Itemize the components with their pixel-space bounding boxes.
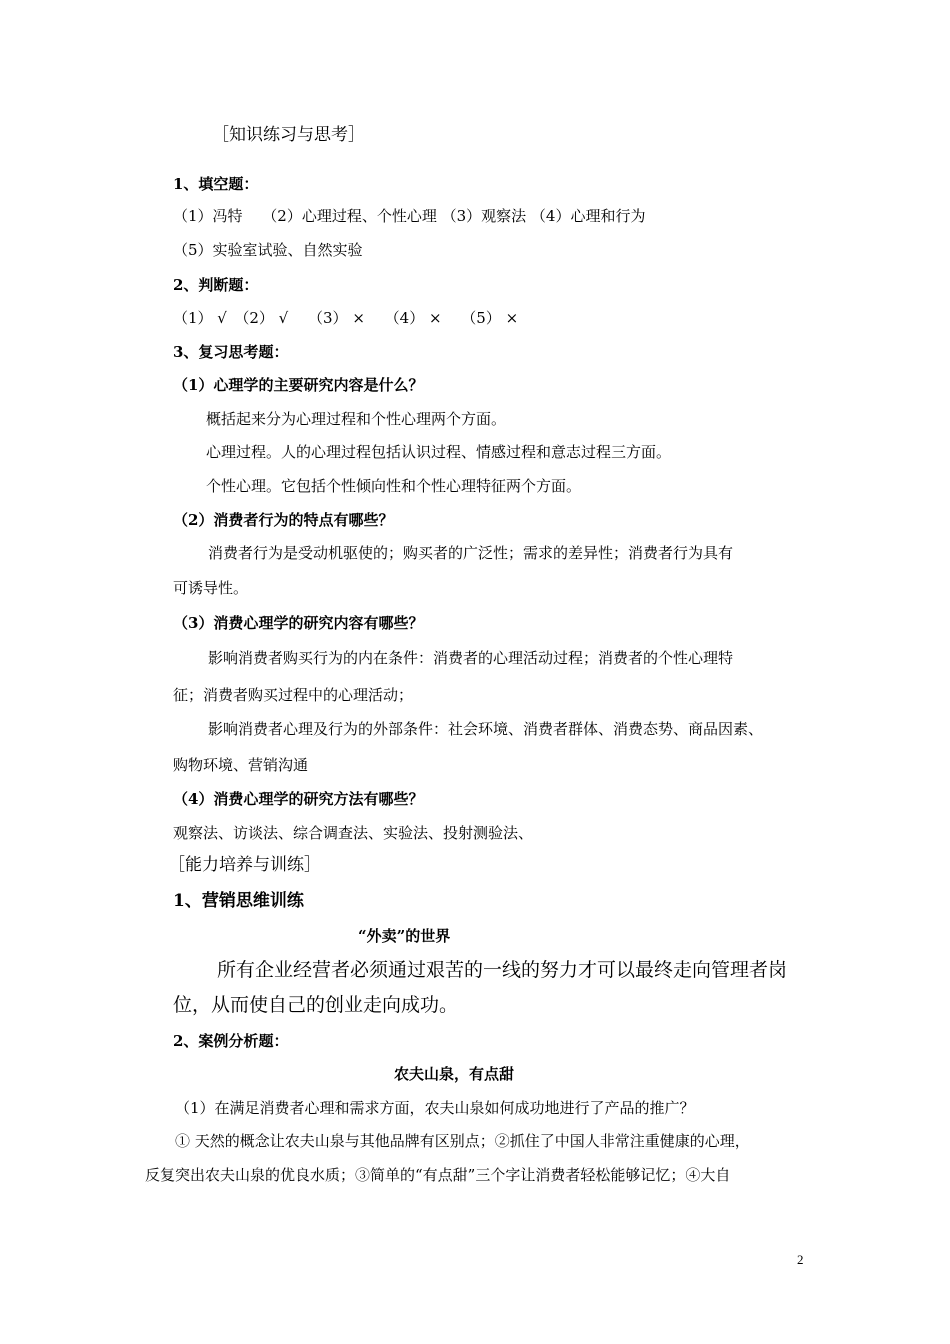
section-heading-ability: ［能力培养与训练］ bbox=[168, 855, 321, 875]
q3-sub1-title: （1）心理学的主要研究内容是什么？ bbox=[173, 376, 424, 394]
q3-sub1-paragraph-1: 概括起来分为心理过程和个性心理两个方面。 bbox=[206, 410, 507, 428]
q3-sub3-paragraph-2-line-2: 购物环境、营销沟通 bbox=[173, 756, 309, 774]
s2-q2-title: 2、案例分析题： bbox=[173, 1032, 289, 1050]
q3-sub3-title: （3）消费心理学的研究内容有哪些？ bbox=[173, 614, 424, 632]
q1-answer-line-1: （1）冯特 （2）心理过程、个性心理 （3）观察法 （4）心理和行为 bbox=[173, 207, 646, 225]
q2-true-false-title: 2、判断题： bbox=[173, 276, 259, 294]
q3-sub1-paragraph-2: 心理过程。人的心理过程包括认识过程、情感过程和意志过程三方面。 bbox=[206, 443, 672, 461]
q3-sub3-paragraph-1-line-2: 征；消费者购买过程中的心理活动； bbox=[173, 686, 414, 704]
q3-review-title: 3、复习思考题： bbox=[173, 343, 289, 361]
s2-q1-title: 1、营销思维训练 bbox=[173, 891, 304, 911]
s2-q1-case-title: “外卖”的世界 bbox=[358, 927, 451, 945]
q3-sub2-paragraph-line-1: 消费者行为是受动机驱使的；购买者的广泛性；需求的差异性；消费者行为具有 bbox=[208, 544, 734, 562]
q1-fill-blank-title: 1、填空题： bbox=[173, 175, 259, 193]
q3-sub3-paragraph-1-line-1: 影响消费者购买行为的内在条件：消费者的心理活动过程；消费者的个性心理特 bbox=[208, 649, 734, 667]
q3-sub4-title: （4）消费心理学的研究方法有哪些？ bbox=[173, 790, 424, 808]
q3-sub1-paragraph-3: 个性心理。它包括个性倾向性和个性心理特征两个方面。 bbox=[206, 477, 582, 495]
q3-sub4-paragraph: 观察法、访谈法、综合调查法、实验法、投射测验法、 bbox=[173, 824, 534, 842]
s2-q2-answer-line-2: 反复突出农夫山泉的优良水质；③简单的“有点甜”三个字让消费者轻松能够记忆；④大自 bbox=[145, 1166, 731, 1184]
q1-answer-line-2: （5）实验室试验、自然实验 bbox=[173, 241, 363, 259]
q2-answer-line: （1） √ （2） √ （3） × （4） × （5） × bbox=[173, 309, 519, 327]
s2-q2-case-title: 农夫山泉，有点甜 bbox=[394, 1065, 515, 1083]
section-heading-knowledge: ［知识练习与思考］ bbox=[212, 125, 365, 145]
s2-q2-answer-line-1: ① 天然的概念让农夫山泉与其他品牌有区别点；②抓住了中国人非常注重健康的心理， bbox=[175, 1132, 750, 1150]
q3-sub3-paragraph-2-line-1: 影响消费者心理及行为的外部条件：社会环境、消费者群体、消费态势、商品因素、 bbox=[208, 720, 764, 738]
page-number: 2 bbox=[797, 1252, 804, 1267]
s2-q1-paragraph-line-2: 位，从而使自己的创业走向成功。 bbox=[173, 994, 459, 1016]
s2-q1-paragraph-line-1: 所有企业经营者必须通过艰苦的一线的努力才可以最终走向管理者岗 bbox=[217, 959, 788, 981]
q3-sub2-title: （2）消费者行为的特点有哪些？ bbox=[173, 511, 394, 529]
s2-q2-question: （1）在满足消费者心理和需求方面，农夫山泉如何成功地进行了产品的推广？ bbox=[175, 1099, 695, 1117]
q3-sub2-paragraph-line-2: 可诱导性。 bbox=[173, 579, 249, 597]
